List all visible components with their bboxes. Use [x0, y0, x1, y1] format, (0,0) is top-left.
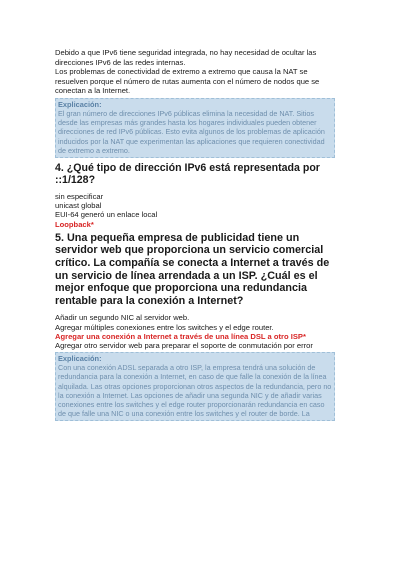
correct-option-item: Agregar una conexión a Internet a través de una línea DSL a otro ISP*	[55, 331, 306, 341]
intro-paragraph-ipv6-security: Debido a que IPv6 tiene seguridad integrada, no hay necesidad de ocultar las direcciones IPv6 de las redes internas.	[55, 48, 317, 67]
option-item: Agregar múltiples conexiones entre los switches y el edge router.	[55, 322, 274, 332]
question-5-options	[55, 313, 335, 350]
explanation-body: El gran número de direcciones IPv6 públicas elimina la necesidad de NAT. Sitios desde las empresas más grandes hasta los hogares individuales pueden obtener direcciones de red IPv6 públicas. Esto evita algunos de los problemas de aplicación inducidos por la NAT que experimentan las aplicaciones que requieren conectividad de extremo a extremo.	[58, 108, 325, 155]
option-item: EUI-64 generó un enlace local	[55, 210, 158, 220]
explanation-box-1	[55, 98, 335, 158]
option-item: sin especificar	[55, 191, 104, 201]
explanation-body: Con una conexión ADSL separada a otro ISP, la empresa tendrá una solución de redundancia para la conexión a Internet, en caso de que falle la conexión de la línea alquilada. Las otras opciones proporcionan otros aspectos de la redundancia, pero no la conexión a Internet. Las opciones de añadir una segunda NIC y de añadir varias conexiones entre los switches y el edge router proporcionarán redundancia en caso de que falle una NIC o una conexión entre los switches y el router de borde. La	[58, 363, 332, 419]
document-page	[55, 48, 335, 425]
intro-paragraph-nat-problems: Los problemas de conectividad de extremo a extremo que causa la NAT se resuelven porque el número de rutas aumenta con el número de nodos que se conectan a la Internet.	[55, 67, 320, 96]
option-item: Agregar otro servidor web para preparar el soporte de conmutación por error	[55, 340, 313, 350]
explanation-title: Explicación:	[58, 99, 102, 109]
explanation-box-2	[55, 352, 335, 421]
question-4-options	[55, 192, 335, 229]
correct-option-item: Loopback*	[55, 219, 94, 229]
option-item: Añadir un segundo NIC al servidor web.	[55, 313, 190, 323]
question-5-title: 5. Una pequeña empresa de publicidad tiene un servidor web que proporciona un servicio comercial crítico. La compañía se conecta a Internet a través de un servicio de línea arrendada a un ISP. ¿Cuál es el mejor enfoque que proporciona una redundancia rentable para la conexión a Internet?	[55, 231, 330, 307]
explanation-title: Explicación:	[58, 354, 102, 364]
question-4-title: 4. ¿Qué tipo de dirección IPv6 está representada por ::1/128?	[55, 161, 320, 186]
option-item: unicast global	[55, 201, 102, 211]
